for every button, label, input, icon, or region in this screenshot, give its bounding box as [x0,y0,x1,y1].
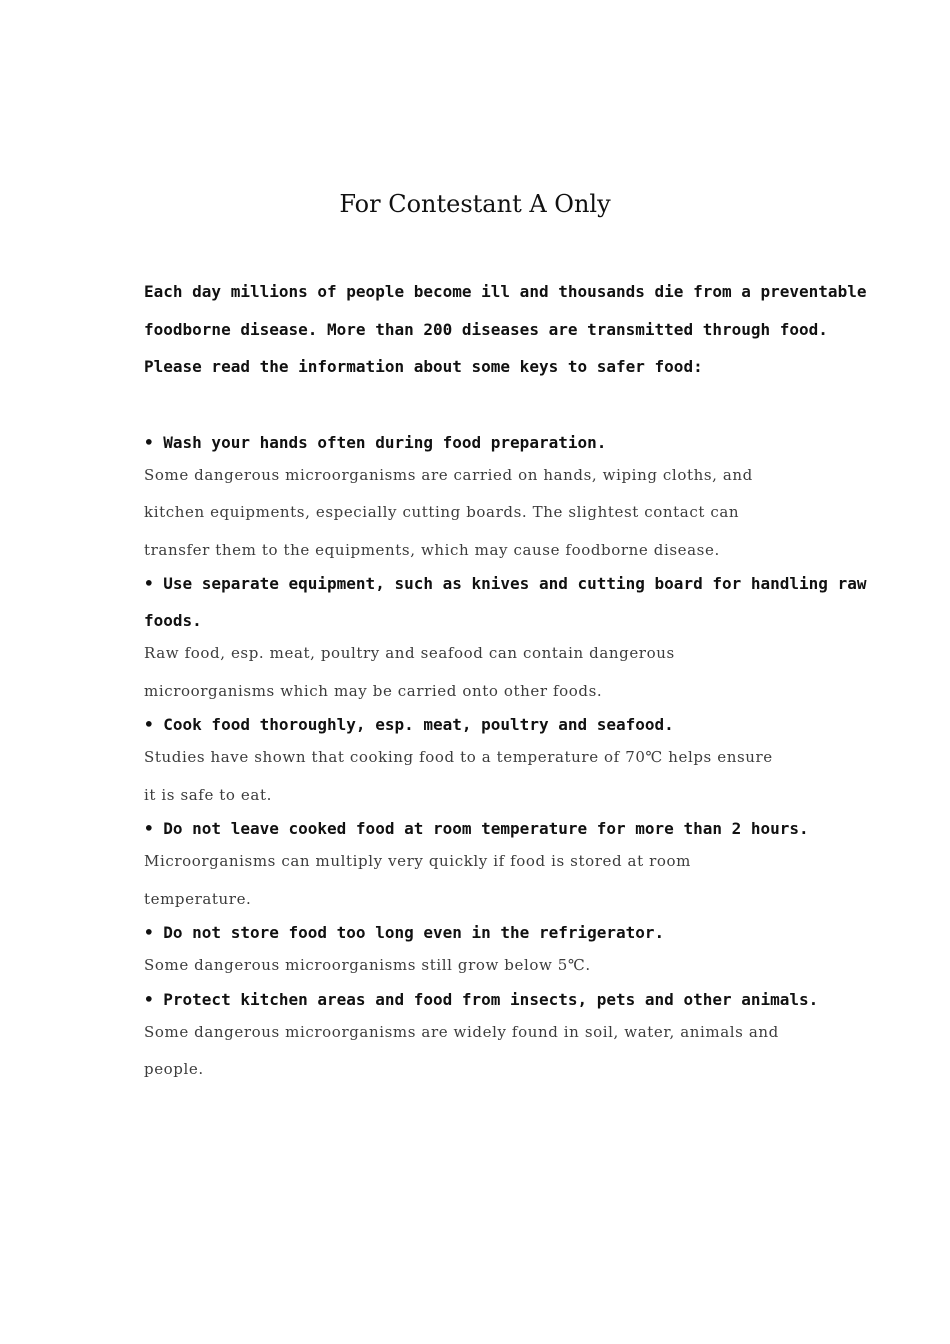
intro-line: Each day millions of people become ill and thousands die from a preventable [144,282,867,301]
intro-paragraph [144,273,867,386]
key-heading-line: • Wash your hands often during food preparation. [144,432,607,452]
key-heading-line: • Cook food thoroughly, esp. meat, poultry and seafood. [144,715,674,734]
key-heading [144,706,824,743]
key-body [144,739,824,814]
key-body-line: people. [144,1060,204,1078]
key-heading-line: • Do not leave cooked food at room temperature for more than 2 hours. [144,819,809,838]
key-body-line: Some dangerous microorganisms are widely found in soil, water, animals and [144,1022,779,1041]
document-content [144,273,867,1085]
key-body-line: microorganisms which may be carried onto other foods. [144,681,603,700]
safer-food-keys-list [144,424,867,1089]
key-item-refrigerator [144,914,824,985]
key-body-line: temperature. [144,889,252,908]
key-body-line: Some dangerous microorganisms still grow below 5℃. [144,956,591,974]
key-heading [144,565,867,639]
key-item-room-temperature [144,810,824,918]
key-body-line: Studies have shown that cooking food to a temperature of 70℃ helps ensure [144,748,773,766]
page-title: For Contestant A Only [339,190,611,218]
key-heading [144,810,824,847]
key-item-separate-equipment [144,565,867,710]
key-heading [144,914,824,951]
key-body-line: transfer them to the equipments, which may cause foodborne disease. [144,540,720,559]
intro-line: Please read the information about some keys to safer food: [144,357,703,376]
key-body [144,1014,824,1089]
key-body-line: Microorganisms can multiply very quickly if food is stored at room [144,852,691,870]
key-heading-line: • Do not store food too long even in the refrigerator. [144,923,665,942]
key-body [144,947,824,985]
key-body-line: it is safe to eat. [144,785,272,804]
key-heading [144,424,824,461]
key-body [144,635,824,710]
key-heading [144,981,824,1018]
key-item-cook-thoroughly [144,706,824,814]
key-item-wash-hands [144,424,824,570]
key-body-line: Some dangerous microorganisms are carried on hands, wiping cloths, and [144,465,753,484]
key-heading-line: • Use separate equipment, such as knives and cutting board for handling raw [144,574,867,593]
key-body [144,843,824,918]
key-heading-line: • Protect kitchen areas and food from insects, pets and other animals. [144,989,819,1009]
key-body [144,457,824,570]
intro-line: foodborne disease. More than 200 diseases are transmitted through food. [144,319,828,339]
key-body-line: kitchen equipments, especially cutting boards. The slightest contact can [144,503,740,521]
key-body-line: Raw food, esp. meat, poultry and seafood can contain dangerous [144,644,675,662]
key-heading-line: foods. [144,611,202,630]
key-item-protect-kitchen [144,981,824,1089]
